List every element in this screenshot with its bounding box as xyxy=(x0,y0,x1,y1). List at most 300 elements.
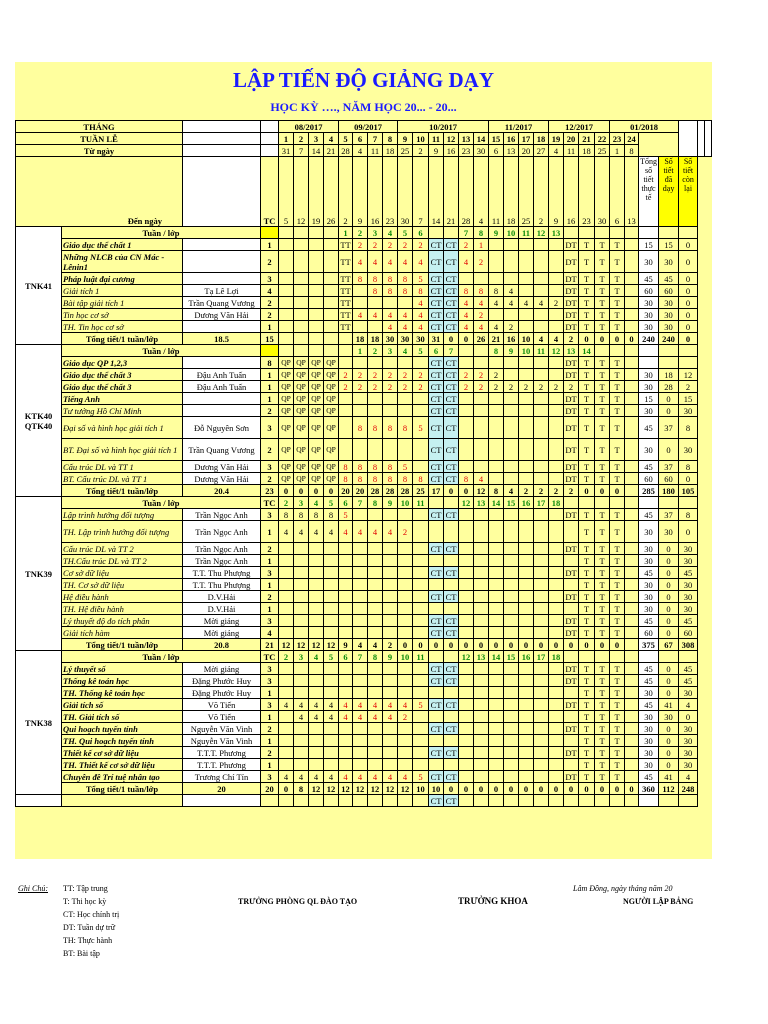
summary-cell: 28 xyxy=(383,485,398,497)
subject-row xyxy=(16,555,712,567)
subject-name: Cấu trúc DL và TT 1 xyxy=(62,461,183,473)
schedule-cell: T xyxy=(610,663,625,675)
schedule-cell: T xyxy=(610,615,625,627)
summary-cell: 30 xyxy=(383,333,398,345)
schedule-cell xyxy=(459,663,474,675)
schedule-cell xyxy=(625,699,639,711)
schedule-cell xyxy=(383,543,398,555)
week-index: 10 xyxy=(504,227,519,239)
taught-periods: 45 xyxy=(659,273,679,285)
schedule-cell: 2 xyxy=(474,381,489,393)
total-periods: 30 xyxy=(639,555,659,567)
summary-cell: 12 xyxy=(294,639,309,651)
from-date: 25 xyxy=(595,145,610,157)
remaining-periods: 12 xyxy=(679,369,698,381)
remaining-periods: 0 xyxy=(679,473,698,485)
schedule-cell xyxy=(398,759,413,771)
schedule-cell xyxy=(324,723,339,735)
schedule-cell: 8 xyxy=(294,509,309,521)
summary-tc: 23 xyxy=(261,485,279,497)
week-index: 15 xyxy=(504,497,519,509)
schedule-cell xyxy=(353,603,368,615)
schedule-cell xyxy=(534,251,549,273)
taught-periods: 0 xyxy=(659,439,679,461)
schedule-cell xyxy=(474,675,489,687)
schedule-cell: 2 xyxy=(519,381,534,393)
schedule-cell xyxy=(489,579,504,591)
schedule-cell xyxy=(368,543,383,555)
schedule-cell: T xyxy=(579,297,595,309)
week-number: 17 xyxy=(519,133,534,145)
table-cell xyxy=(183,145,261,157)
schedule-cell: CT xyxy=(444,251,459,273)
week-index xyxy=(595,651,610,663)
schedule-cell xyxy=(444,687,459,699)
to-date: 6 xyxy=(610,157,625,227)
schedule-cell xyxy=(309,239,324,251)
schedule-cell xyxy=(504,603,519,615)
from-date: 20 xyxy=(519,145,534,157)
schedule-cell xyxy=(489,473,504,485)
schedule-cell xyxy=(534,579,549,591)
schedule-cell xyxy=(368,663,383,675)
schedule-cell: 4 xyxy=(353,771,368,783)
table-cell xyxy=(261,145,279,157)
summary-row xyxy=(16,485,712,497)
schedule-cell xyxy=(353,591,368,603)
week-index: 2 xyxy=(353,227,368,239)
schedule-cell: T xyxy=(610,603,625,615)
schedule-cell: CT xyxy=(429,297,444,309)
schedule-cell xyxy=(324,687,339,699)
total-periods: 60 xyxy=(639,627,659,639)
schedule-cell xyxy=(625,239,639,251)
schedule-cell xyxy=(474,439,489,461)
schedule-cell: DT xyxy=(565,509,577,520)
to-date: 21 xyxy=(444,157,459,227)
remaining-periods: 0 xyxy=(679,521,698,543)
total-periods: 45 xyxy=(639,461,659,473)
subject-name: TH. Qui hoạch tuyến tính xyxy=(62,735,183,747)
remaining-periods: 8 xyxy=(679,461,698,473)
schedule-cell: CT xyxy=(429,439,444,461)
schedule-cell: T xyxy=(579,699,595,711)
subject-name: Pháp luật đại cương xyxy=(62,273,183,285)
class-code: TNK39 xyxy=(16,497,62,651)
schedule-cell xyxy=(279,251,294,273)
schedule-cell xyxy=(413,675,429,687)
schedule-cell xyxy=(459,699,474,711)
remaining-periods: 0 xyxy=(679,321,698,333)
schedule-cell xyxy=(504,405,519,417)
schedule-cell xyxy=(339,747,353,759)
summary-row xyxy=(16,783,712,795)
schedule-cell: 4 xyxy=(474,473,489,485)
schedule-cell xyxy=(519,417,534,439)
schedule-cell: T xyxy=(579,771,595,783)
schedule-cell xyxy=(339,687,353,699)
schedule-cell xyxy=(549,273,564,285)
schedule-cell xyxy=(398,615,413,627)
schedule-cell xyxy=(489,357,504,369)
schedule-cell: 8 xyxy=(383,417,398,439)
schedule-cell xyxy=(294,555,309,567)
schedule-cell: QP xyxy=(294,393,309,405)
schedule-cell xyxy=(625,759,639,771)
summary-average: 20 xyxy=(183,783,261,795)
schedule-cell: 4 xyxy=(294,521,309,543)
schedule-cell: T xyxy=(579,321,595,333)
table-cell xyxy=(261,133,279,145)
summary-cell: 10 xyxy=(429,783,444,795)
schedule-cell xyxy=(353,321,368,333)
schedule-cell xyxy=(309,723,324,735)
schedule-cell xyxy=(353,405,368,417)
schedule-cell: QP xyxy=(324,393,339,405)
schedule-cell: 2 xyxy=(549,297,564,309)
schedule-cell xyxy=(279,687,294,699)
week-index xyxy=(564,497,579,509)
week-index xyxy=(309,227,324,239)
schedule-cell xyxy=(398,735,413,747)
credit-count: 3 xyxy=(261,615,279,627)
schedule-cell: 2 xyxy=(489,381,504,393)
schedule-cell xyxy=(474,771,489,783)
note-item: TT: Tập trung xyxy=(63,884,108,893)
schedule-cell xyxy=(534,461,549,473)
to-date: 14 xyxy=(429,157,444,227)
from-date: 31 xyxy=(279,145,294,157)
subject-name: Qui hoạch tuyến tính xyxy=(62,723,183,735)
taught-periods: 30 xyxy=(659,309,679,321)
summary-cell: 20 xyxy=(353,485,368,497)
schedule-cell xyxy=(504,615,519,627)
week-index: 2 xyxy=(279,651,294,663)
schedule-cell: CT xyxy=(444,417,459,439)
schedule-cell: CT xyxy=(429,771,444,783)
schedule-cell: T xyxy=(595,273,610,285)
schedule-cell xyxy=(519,239,534,251)
summary-label: Tổng tiết/1 tuần/lớp xyxy=(62,333,183,345)
schedule-cell: CT xyxy=(429,591,444,603)
footer-cell xyxy=(294,795,309,807)
footer-cell xyxy=(534,795,549,807)
schedule-cell: T xyxy=(579,381,595,393)
schedule-cell xyxy=(383,357,398,369)
subject-row xyxy=(16,461,712,473)
week-index: 12 xyxy=(459,497,474,509)
schedule-cell: T xyxy=(579,285,595,297)
schedule-cell xyxy=(474,615,489,627)
credit-count: 1 xyxy=(261,759,279,771)
week-index: 9 xyxy=(489,227,504,239)
schedule-cell: 8 xyxy=(383,461,398,473)
footer-cell xyxy=(519,795,534,807)
schedule-cell xyxy=(383,747,398,759)
credit-count: 3 xyxy=(261,675,279,687)
schedule-cell xyxy=(625,509,639,521)
teacher-name xyxy=(183,273,261,285)
schedule-cell: 2 xyxy=(413,381,429,393)
summary-cell: 0 xyxy=(579,783,595,795)
schedule-cell: 4 xyxy=(368,699,383,711)
schedule-cell xyxy=(368,591,383,603)
schedule-cell xyxy=(368,723,383,735)
schedule-cell: 2 xyxy=(459,369,474,381)
week-number: 21 xyxy=(579,133,595,145)
schedule-cell xyxy=(459,543,474,555)
schedule-cell xyxy=(534,473,549,485)
schedule-cell xyxy=(474,543,489,555)
subject-row xyxy=(16,603,712,615)
remaining-periods: 4 xyxy=(679,771,698,783)
schedule-cell xyxy=(625,369,639,381)
footer-cell xyxy=(279,795,294,807)
schedule-cell xyxy=(534,699,549,711)
schedule-cell xyxy=(534,417,549,439)
schedule-cell: 5 xyxy=(413,273,429,285)
schedule-cell xyxy=(413,405,429,417)
summary-cell: 0 xyxy=(625,783,639,795)
schedule-cell xyxy=(504,543,519,555)
schedule-cell xyxy=(534,603,549,615)
schedule-cell: T xyxy=(610,521,625,543)
week-index: 9 xyxy=(383,497,398,509)
schedule-cell xyxy=(294,591,309,603)
taught-periods: 0 xyxy=(659,393,679,405)
remaining-periods: 2 xyxy=(679,381,698,393)
schedule-cell xyxy=(368,567,383,579)
teacher-name: Dương Văn Hải xyxy=(183,309,261,321)
schedule-cell: 4 xyxy=(279,771,294,783)
week-index xyxy=(579,227,595,239)
schedule-cell xyxy=(534,591,549,603)
schedule-cell: T xyxy=(579,417,595,439)
schedule-cell xyxy=(368,579,383,591)
schedule-cell: DT xyxy=(565,461,577,472)
teacher-name: Võ Tiến xyxy=(183,699,261,711)
week-index xyxy=(564,227,579,239)
from-date: 14 xyxy=(309,145,324,157)
schedule-cell xyxy=(279,273,294,285)
schedule-cell: 2 xyxy=(353,239,368,251)
summary-cell xyxy=(339,333,353,345)
summary-remain: 105 xyxy=(679,485,698,497)
week-number: 18 xyxy=(534,133,549,145)
total-periods: 45 xyxy=(639,509,659,521)
schedule-cell xyxy=(279,663,294,675)
remaining-periods: 0 xyxy=(679,285,698,297)
schedule-cell: QP xyxy=(294,439,309,461)
to-date: 16 xyxy=(368,157,383,227)
schedule-cell xyxy=(474,555,489,567)
schedule-cell xyxy=(279,603,294,615)
schedule-cell: T xyxy=(595,699,610,711)
schedule-cell xyxy=(504,627,519,639)
schedule-cell xyxy=(324,285,339,297)
remaining-periods: 30 xyxy=(679,591,698,603)
schedule-cell: CT xyxy=(444,509,459,521)
schedule-cell: DT xyxy=(565,627,577,638)
summary-cell xyxy=(294,333,309,345)
schedule-cell: 4 xyxy=(383,251,398,273)
from-date: 13 xyxy=(504,145,519,157)
schedule-cell: 2 xyxy=(353,369,368,381)
schedule-cell xyxy=(368,603,383,615)
schedule-cell xyxy=(519,309,534,321)
schedule-cell xyxy=(383,687,398,699)
total-periods: 45 xyxy=(639,417,659,439)
taught-periods: 30 xyxy=(659,297,679,309)
total-periods: 45 xyxy=(639,699,659,711)
schedule-cell: 8 xyxy=(474,285,489,297)
schedule-cell xyxy=(324,603,339,615)
schedule-cell: QP xyxy=(294,381,309,393)
schedule-cell xyxy=(353,509,368,521)
schedule-cell: CT xyxy=(444,663,459,675)
schedule-cell: DT xyxy=(565,723,577,734)
schedule-cell xyxy=(309,663,324,675)
schedule-cell: T xyxy=(579,603,595,615)
week-number: 7 xyxy=(368,133,383,145)
schedule-cell: CT xyxy=(444,393,459,405)
schedule-cell xyxy=(294,687,309,699)
footer-cell xyxy=(353,795,368,807)
teacher-name xyxy=(183,239,261,251)
taught-periods: 0 xyxy=(659,627,679,639)
schedule-cell: T xyxy=(595,321,610,333)
schedule-cell: 4 xyxy=(534,297,549,309)
schedule-cell xyxy=(339,417,353,439)
remaining-periods: 0 xyxy=(679,251,698,273)
schedule-cell: 2 xyxy=(398,521,413,543)
schedule-cell xyxy=(309,297,324,309)
schedule-cell xyxy=(324,675,339,687)
schedule-cell: DT xyxy=(565,747,577,758)
taught-periods: 37 xyxy=(659,461,679,473)
schedule-cell xyxy=(279,627,294,639)
week-index xyxy=(625,651,639,663)
schedule-cell xyxy=(444,579,459,591)
total-periods: 30 xyxy=(639,723,659,735)
schedule-cell xyxy=(549,439,564,461)
note-item: CT: Học chính trị xyxy=(63,910,120,919)
week-index: 4 xyxy=(309,651,324,663)
summary-cell: 0 xyxy=(610,333,625,345)
schedule-cell: DT xyxy=(565,615,577,626)
schedule-cell: T xyxy=(610,251,625,273)
schedule-cell xyxy=(625,357,639,369)
schedule-cell: 4 xyxy=(519,297,534,309)
schedule-cell xyxy=(625,771,639,783)
to-date: 2 xyxy=(339,157,353,227)
schedule-cell: 4 xyxy=(413,251,429,273)
schedule-cell: 8 xyxy=(279,509,294,521)
from-date: 18 xyxy=(579,145,595,157)
table-cell xyxy=(639,795,659,807)
schedule-cell: QP xyxy=(309,369,324,381)
summary-cell: 0 xyxy=(444,485,459,497)
footer-cell xyxy=(549,795,564,807)
schedule-cell xyxy=(549,417,564,439)
schedule-cell: T xyxy=(595,771,610,783)
schedule-table xyxy=(15,120,712,807)
from-date: 30 xyxy=(474,145,489,157)
schedule-cell xyxy=(398,357,413,369)
schedule-cell xyxy=(489,405,504,417)
schedule-cell xyxy=(413,591,429,603)
total-periods: 30 xyxy=(639,369,659,381)
schedule-cell xyxy=(309,615,324,627)
schedule-cell xyxy=(279,239,294,251)
footer-cell xyxy=(564,795,579,807)
teacher-name: T.T.T. Phương xyxy=(183,759,261,771)
schedule-cell: TT xyxy=(340,273,351,284)
summary-cell: 12 xyxy=(398,783,413,795)
subject-row xyxy=(16,473,712,485)
schedule-cell xyxy=(429,735,444,747)
schedule-cell: 4 xyxy=(459,321,474,333)
schedule-cell xyxy=(279,543,294,555)
class-code: TNK38 xyxy=(16,651,62,795)
credit-count: 1 xyxy=(261,381,279,393)
schedule-cell xyxy=(444,735,459,747)
schedule-cell xyxy=(324,735,339,747)
schedule-cell: 2 xyxy=(339,369,353,381)
schedule-cell: CT xyxy=(444,723,459,735)
schedule-cell xyxy=(279,297,294,309)
schedule-cell: 2 xyxy=(459,381,474,393)
summary-cell: 2 xyxy=(534,485,549,497)
schedule-cell: 2 xyxy=(368,369,383,381)
week-number: 5 xyxy=(339,133,353,145)
col-col_remaining: Số tiết còn lại xyxy=(679,157,698,227)
table-cell xyxy=(261,795,279,807)
schedule-cell: T xyxy=(579,369,595,381)
to-date: 28 xyxy=(459,157,474,227)
schedule-cell xyxy=(324,251,339,273)
schedule-cell xyxy=(625,285,639,297)
remaining-periods: 45 xyxy=(679,663,698,675)
from-date: 25 xyxy=(398,145,413,157)
schedule-cell: 4 xyxy=(383,321,398,333)
schedule-cell: T xyxy=(610,627,625,639)
schedule-cell xyxy=(383,723,398,735)
summary-cell: 0 xyxy=(398,639,413,651)
schedule-cell xyxy=(368,687,383,699)
schedule-cell: 2 xyxy=(383,381,398,393)
schedule-cell xyxy=(549,309,564,321)
schedule-cell: CT xyxy=(429,239,444,251)
schedule-cell xyxy=(383,439,398,461)
summary-cell: 0 xyxy=(610,485,625,497)
schedule-cell: 2 xyxy=(398,369,413,381)
week-class-row xyxy=(16,227,712,239)
schedule-cell xyxy=(534,675,549,687)
schedule-cell xyxy=(519,579,534,591)
week-index: 8 xyxy=(368,651,383,663)
schedule-cell: 4 xyxy=(368,309,383,321)
footer-cell xyxy=(324,795,339,807)
schedule-cell xyxy=(353,357,368,369)
subject-row xyxy=(16,285,712,297)
summary-cell: 0 xyxy=(279,783,294,795)
schedule-cell: T xyxy=(610,381,625,393)
total-periods: 45 xyxy=(639,615,659,627)
summary-tc: 15 xyxy=(261,333,279,345)
summary-cell: 0 xyxy=(474,639,489,651)
schedule-cell xyxy=(564,687,579,699)
